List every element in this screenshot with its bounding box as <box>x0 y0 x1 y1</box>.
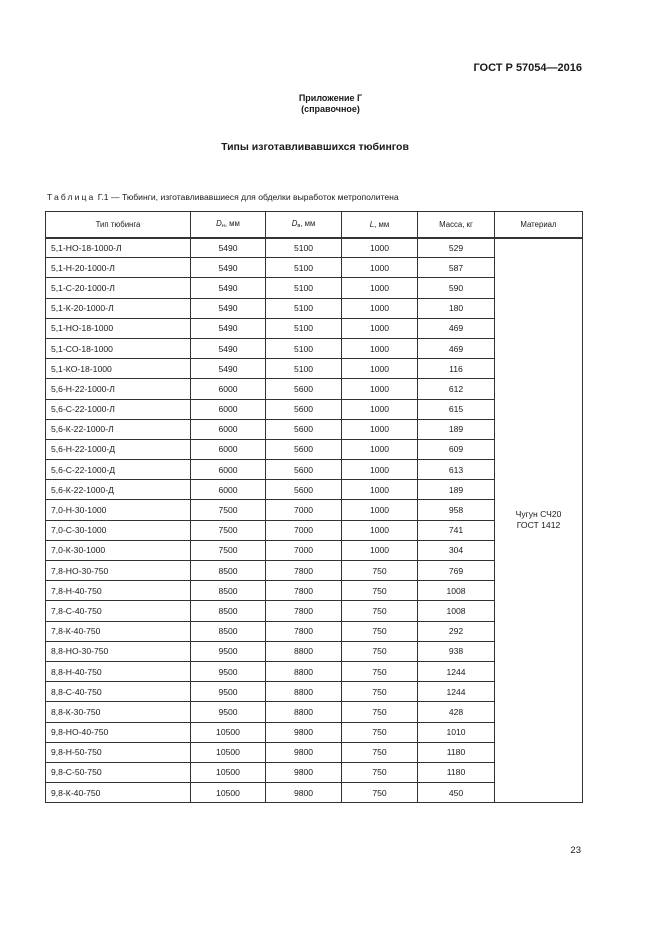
cell-type: 8,8-К-30-750 <box>46 702 191 722</box>
cell-type: 9,8-К-40-750 <box>46 783 191 803</box>
dn-subscript: н <box>221 223 225 230</box>
cell-outer-diameter: 8500 <box>191 601 266 621</box>
cell-outer-diameter: 10500 <box>191 762 266 782</box>
cell-inner-diameter: 5600 <box>266 460 342 480</box>
cell-length: 1000 <box>342 540 418 560</box>
cell-outer-diameter: 5490 <box>191 238 266 258</box>
cell-length: 1000 <box>342 439 418 459</box>
cell-mass: 938 <box>418 641 495 661</box>
document-code: ГОСТ Р 57054—2016 <box>473 62 582 74</box>
cell-type: 5,6-Н-22-1000-Л <box>46 379 191 399</box>
cell-inner-diameter: 7800 <box>266 581 342 601</box>
cell-length: 750 <box>342 722 418 742</box>
cell-outer-diameter: 6000 <box>191 399 266 419</box>
segments-table <box>45 211 583 803</box>
cell-length: 1000 <box>342 258 418 278</box>
table-caption-number: Г.1 <box>95 192 109 202</box>
table-caption-label: Таблица <box>47 192 96 202</box>
cell-inner-diameter: 8800 <box>266 661 342 681</box>
cell-type: 5,1-С-20-1000-Л <box>46 278 191 298</box>
cell-type: 7,0-К-30-1000 <box>46 540 191 560</box>
cell-length: 750 <box>342 621 418 641</box>
cell-type: 7,0-С-30-1000 <box>46 520 191 540</box>
cell-outer-diameter: 5490 <box>191 298 266 318</box>
appendix-subtitle: (справочное) <box>301 104 360 114</box>
cell-inner-diameter: 7000 <box>266 540 342 560</box>
table-caption <box>47 192 399 202</box>
cell-mass: 116 <box>418 359 495 379</box>
cell-inner-diameter: 5600 <box>266 439 342 459</box>
cell-mass: 1010 <box>418 722 495 742</box>
cell-mass: 304 <box>418 540 495 560</box>
cell-length: 750 <box>342 762 418 782</box>
table-caption-text: — Тюбинги, изготавливавшиеся для обделки выработок метрополитена <box>108 192 399 202</box>
cell-outer-diameter: 10500 <box>191 783 266 803</box>
cell-outer-diameter: 8500 <box>191 561 266 581</box>
material-standard: ГОСТ 1412 <box>516 520 561 531</box>
dn-unit: , мм <box>224 219 240 229</box>
cell-type: 9,8-Н-50-750 <box>46 742 191 762</box>
cell-inner-diameter: 5100 <box>266 338 342 358</box>
cell-type: 5,1-КО-18-1000 <box>46 359 191 379</box>
cell-outer-diameter: 8500 <box>191 621 266 641</box>
cell-inner-diameter: 5600 <box>266 480 342 500</box>
cell-mass: 1008 <box>418 601 495 621</box>
cell-inner-diameter: 8800 <box>266 641 342 661</box>
cell-length: 1000 <box>342 480 418 500</box>
table-row <box>46 238 583 258</box>
cell-length: 1000 <box>342 500 418 520</box>
cell-inner-diameter: 7800 <box>266 561 342 581</box>
cell-inner-diameter: 7800 <box>266 601 342 621</box>
cell-inner-diameter: 7000 <box>266 520 342 540</box>
cell-type: 5,6-С-22-1000-Д <box>46 460 191 480</box>
cell-length: 1000 <box>342 278 418 298</box>
cell-type: 5,6-Н-22-1000-Д <box>46 439 191 459</box>
cell-length: 1000 <box>342 318 418 338</box>
cell-type: 5,6-К-22-1000-Л <box>46 419 191 439</box>
cell-inner-diameter: 5100 <box>266 278 342 298</box>
col-header-outer-diameter <box>191 212 266 238</box>
cell-mass: 189 <box>418 419 495 439</box>
table-body <box>46 238 583 803</box>
cell-type: 7,8-С-40-750 <box>46 601 191 621</box>
cell-inner-diameter: 5600 <box>266 419 342 439</box>
appendix-heading <box>0 93 661 115</box>
material-name: Чугун СЧ20 <box>515 509 562 520</box>
cell-inner-diameter: 9800 <box>266 762 342 782</box>
cell-outer-diameter: 9500 <box>191 641 266 661</box>
cell-mass: 292 <box>418 621 495 641</box>
cell-inner-diameter: 5100 <box>266 238 342 258</box>
cell-length: 750 <box>342 641 418 661</box>
cell-outer-diameter: 10500 <box>191 742 266 762</box>
col-header-material: Материал <box>495 212 583 238</box>
cell-mass: 180 <box>418 298 495 318</box>
cell-type: 5,1-Н-20-1000-Л <box>46 258 191 278</box>
cell-mass: 587 <box>418 258 495 278</box>
cell-type: 7,8-НО-30-750 <box>46 561 191 581</box>
cell-mass: 615 <box>418 399 495 419</box>
cell-mass: 1180 <box>418 762 495 782</box>
cell-outer-diameter: 6000 <box>191 460 266 480</box>
cell-material <box>495 238 583 803</box>
cell-type: 5,1-СО-18-1000 <box>46 338 191 358</box>
cell-type: 9,8-С-50-750 <box>46 762 191 782</box>
cell-outer-diameter: 8500 <box>191 581 266 601</box>
cell-inner-diameter: 5100 <box>266 318 342 338</box>
cell-type: 8,8-Н-40-750 <box>46 661 191 681</box>
cell-type: 5,6-С-22-1000-Л <box>46 399 191 419</box>
cell-inner-diameter: 7800 <box>266 621 342 641</box>
cell-outer-diameter: 9500 <box>191 661 266 681</box>
cell-mass: 450 <box>418 783 495 803</box>
cell-type: 8,8-С-40-750 <box>46 682 191 702</box>
page-number: 23 <box>570 845 581 856</box>
cell-length: 1000 <box>342 379 418 399</box>
cell-inner-diameter: 8800 <box>266 702 342 722</box>
cell-inner-diameter: 7000 <box>266 500 342 520</box>
section-title: Типы изготавливавшихся тюбингов <box>221 141 409 153</box>
cell-mass: 428 <box>418 702 495 722</box>
cell-mass: 1244 <box>418 661 495 681</box>
cell-outer-diameter: 6000 <box>191 379 266 399</box>
table-header-row <box>46 212 583 238</box>
cell-mass: 469 <box>418 338 495 358</box>
cell-mass: 609 <box>418 439 495 459</box>
cell-type: 5,1-НО-18-1000-Л <box>46 238 191 258</box>
cell-type: 9,8-НО-40-750 <box>46 722 191 742</box>
cell-length: 750 <box>342 601 418 621</box>
cell-inner-diameter: 9800 <box>266 742 342 762</box>
dv-subscript: в <box>297 223 301 230</box>
cell-mass: 769 <box>418 561 495 581</box>
cell-length: 1000 <box>342 520 418 540</box>
cell-outer-diameter: 5490 <box>191 318 266 338</box>
col-header-inner-diameter <box>266 212 342 238</box>
appendix-title: Приложение Г <box>298 93 363 103</box>
cell-length: 1000 <box>342 238 418 258</box>
cell-type: 7,8-К-40-750 <box>46 621 191 641</box>
cell-length: 750 <box>342 581 418 601</box>
cell-inner-diameter: 9800 <box>266 722 342 742</box>
cell-length: 750 <box>342 742 418 762</box>
cell-length: 750 <box>342 783 418 803</box>
cell-length: 1000 <box>342 298 418 318</box>
cell-type: 7,8-Н-40-750 <box>46 581 191 601</box>
cell-mass: 529 <box>418 238 495 258</box>
cell-length: 750 <box>342 561 418 581</box>
cell-inner-diameter: 9800 <box>266 783 342 803</box>
cell-mass: 1180 <box>418 742 495 762</box>
cell-type: 5,6-К-22-1000-Д <box>46 480 191 500</box>
cell-length: 1000 <box>342 359 418 379</box>
cell-type: 5,1-К-20-1000-Л <box>46 298 191 318</box>
cell-mass: 613 <box>418 460 495 480</box>
cell-length: 1000 <box>342 338 418 358</box>
cell-length: 1000 <box>342 419 418 439</box>
dv-unit: , мм <box>300 219 316 229</box>
cell-inner-diameter: 5600 <box>266 379 342 399</box>
col-header-mass: Масса, кг <box>418 212 495 238</box>
cell-mass: 189 <box>418 480 495 500</box>
cell-type: 7,0-Н-30-1000 <box>46 500 191 520</box>
cell-length: 1000 <box>342 460 418 480</box>
cell-inner-diameter: 8800 <box>266 682 342 702</box>
cell-inner-diameter: 5100 <box>266 258 342 278</box>
cell-mass: 590 <box>418 278 495 298</box>
cell-outer-diameter: 5490 <box>191 338 266 358</box>
cell-inner-diameter: 5100 <box>266 359 342 379</box>
cell-outer-diameter: 5490 <box>191 258 266 278</box>
cell-outer-diameter: 7500 <box>191 520 266 540</box>
cell-mass: 1008 <box>418 581 495 601</box>
dn-symbol: D <box>216 219 222 229</box>
col-header-type: Тип тюбинга <box>46 212 191 238</box>
cell-mass: 469 <box>418 318 495 338</box>
cell-outer-diameter: 9500 <box>191 682 266 702</box>
cell-outer-diameter: 7500 <box>191 540 266 560</box>
cell-outer-diameter: 7500 <box>191 500 266 520</box>
cell-outer-diameter: 6000 <box>191 480 266 500</box>
l-symbol: L <box>369 219 375 229</box>
cell-mass: 612 <box>418 379 495 399</box>
cell-mass: 1244 <box>418 682 495 702</box>
cell-inner-diameter: 5100 <box>266 298 342 318</box>
cell-outer-diameter: 10500 <box>191 722 266 742</box>
cell-type: 5,1-НО-18-1000 <box>46 318 191 338</box>
cell-length: 1000 <box>342 399 418 419</box>
col-header-length <box>342 212 418 238</box>
cell-outer-diameter: 9500 <box>191 702 266 722</box>
cell-length: 750 <box>342 682 418 702</box>
cell-inner-diameter: 5600 <box>266 399 342 419</box>
cell-outer-diameter: 5490 <box>191 278 266 298</box>
cell-length: 750 <box>342 661 418 681</box>
cell-outer-diameter: 6000 <box>191 419 266 439</box>
l-unit: , мм <box>374 219 390 229</box>
cell-mass: 741 <box>418 520 495 540</box>
cell-outer-diameter: 6000 <box>191 439 266 459</box>
dv-symbol: D <box>291 219 298 229</box>
cell-mass: 958 <box>418 500 495 520</box>
cell-type: 8,8-НО-30-750 <box>46 641 191 661</box>
cell-length: 750 <box>342 702 418 722</box>
cell-outer-diameter: 5490 <box>191 359 266 379</box>
